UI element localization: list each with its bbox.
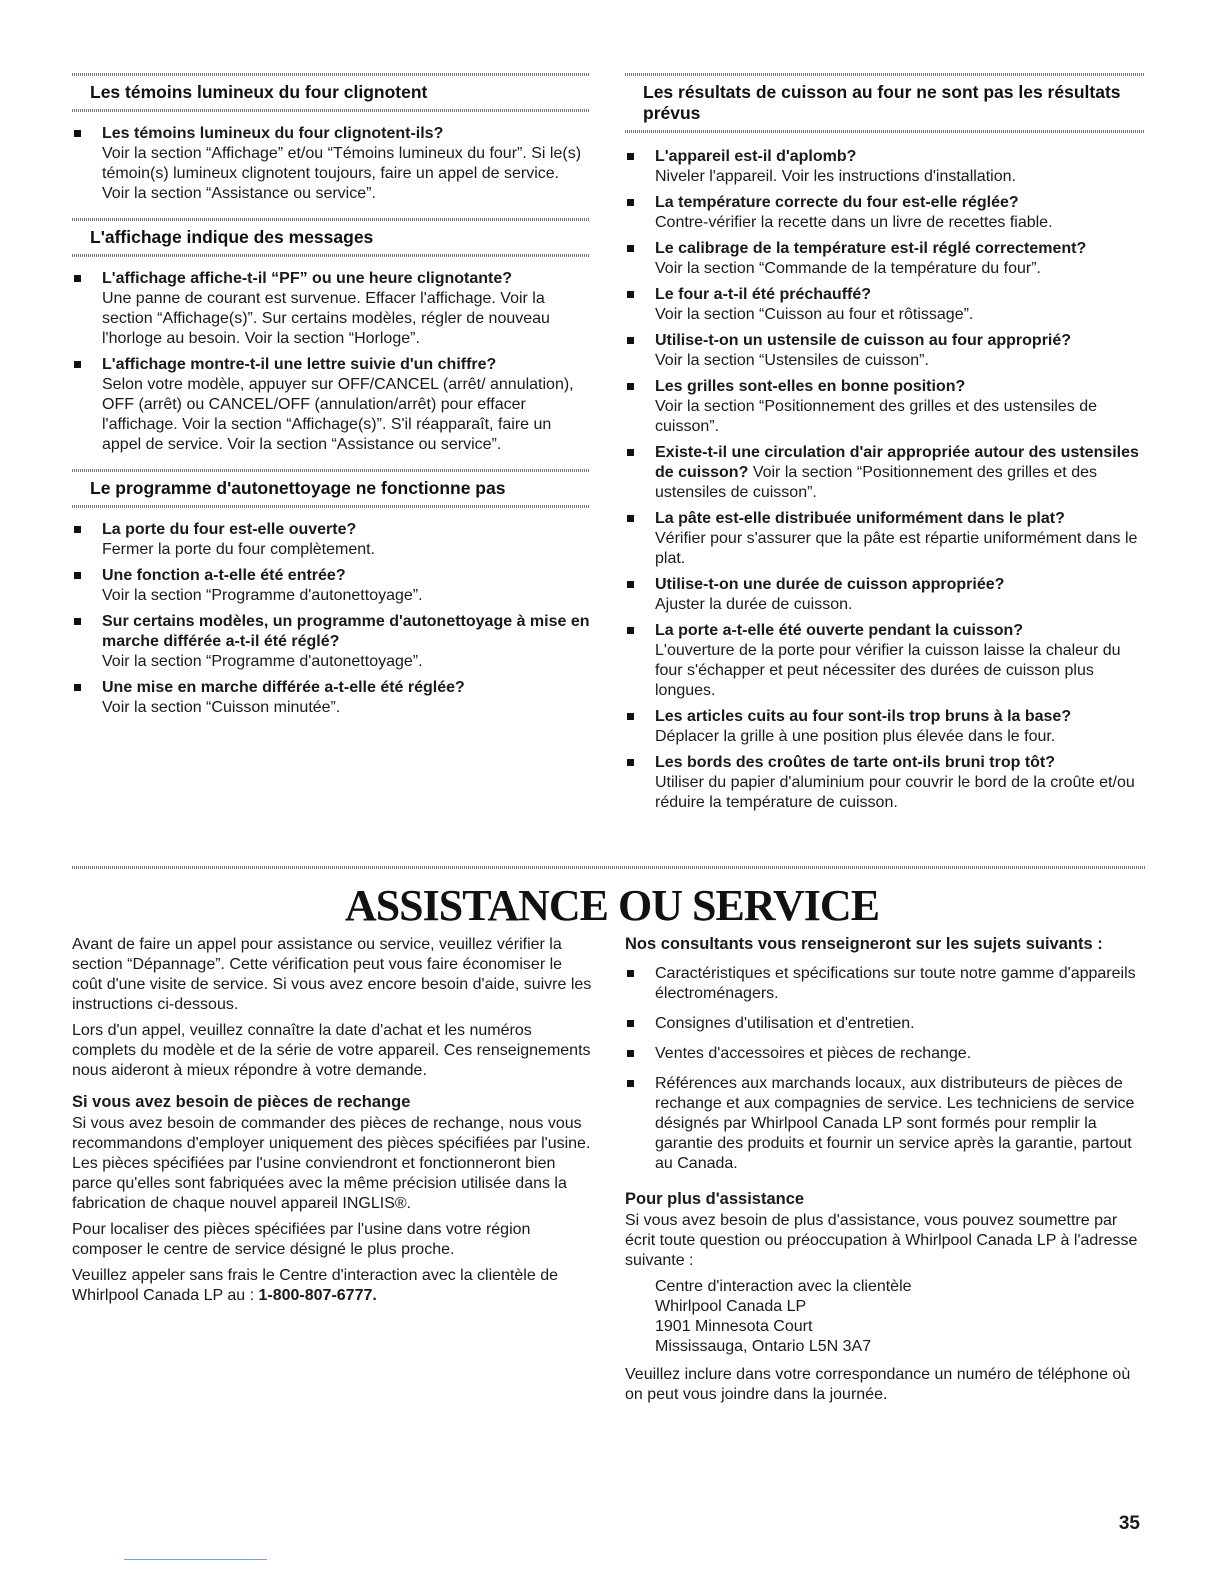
assistance-right-column (625, 935, 1145, 1411)
answer-text: Voir la section “Ustensiles de cuisson”. (655, 352, 929, 369)
phone-request-paragraph: Veuillez inclure dans votre correspondance un numéro de téléphone où on peut vous joindre dans la journée. (625, 1366, 1131, 1403)
list-item (625, 621, 1145, 701)
subheading: Si vous avez besoin de pièces de rechange (72, 1093, 411, 1111)
list-item (625, 1044, 1145, 1064)
question-text: Les bords des croûtes de tarte ont-ils bruni trop tôt? (655, 754, 1056, 771)
list-item (625, 509, 1145, 569)
question-text: L'affichage montre-t-il une lettre suivie d'un chiffre? (102, 356, 497, 373)
list-item (72, 269, 590, 349)
question-text: Les articles cuits au four sont-ils trop bruns à la base? (655, 708, 1072, 725)
right-troubleshooting-column (625, 73, 1145, 819)
page-number: 35 (1118, 1513, 1140, 1534)
question-text: La porte du four est-elle ouverte? (102, 521, 357, 538)
section-rule (625, 73, 1145, 76)
question-text: Existe-t-il une circulation d'air appropriée autour des ustensiles de cuisson? (655, 444, 1139, 481)
section-rule (72, 109, 590, 112)
answer-text: Voir la section “Cuisson minutée”. (102, 699, 341, 716)
answer-text: Vérifier pour s'assurer que la pâte est répartie uniformément dans le plat. (655, 530, 1138, 567)
question-list (72, 269, 590, 455)
address-line: Mississauga, Ontario L5N 3A7 (655, 1338, 872, 1355)
mailing-address (655, 1277, 1145, 1357)
answer-text: Fermer la porte du four complètement. (102, 541, 376, 558)
answer-text: Niveler l'appareil. Voir les instructions d'installation. (655, 168, 1016, 185)
list-item (72, 678, 590, 718)
answer-text: Une panne de courant est survenue. Effacer l'affichage. Voir la section “Affichage(s)”. Sur certains modèles, régler de nouveau l'horloge au besoin. Voir la section “Horloge”. (102, 290, 550, 347)
list-item (72, 612, 590, 672)
list-item (625, 575, 1145, 615)
list-item (625, 1074, 1145, 1174)
phone-number: 1-800-807-6777. (258, 1287, 377, 1304)
intro-paragraph: Avant de faire un appel pour assistance ou service, veuillez vérifier la section “Dépannage”. Cette vérification peut vous faire économiser le coût d'une visite de service. Si vous avez encore besoin d'aide, suivre les instructions ci-dessous. (72, 936, 592, 1013)
answer-text: Voir la section “Positionnement des grilles et des ustensiles de cuisson”. (655, 464, 1097, 501)
answer-text: Utiliser du papier d'aluminium pour couvrir le bord de la croûte et/ou réduire la température de cuisson. (655, 774, 1135, 811)
question-text: Utilise-t-on une durée de cuisson appropriée? (655, 576, 1005, 593)
question-text: Une fonction a-t-elle été entrée? (102, 567, 346, 584)
section-rule (72, 505, 590, 508)
answer-text: Contre-vérifier la recette dans un livre de recettes fiable. (655, 214, 1053, 231)
answer-text: Voir la section “Affichage” et/ou “Témoins lumineux du four”. Si le(s) témoin(s) lumineux clignotent toujours, faire un appel de service. Voir la section “Assistance ou service”. (102, 145, 582, 202)
address-line: Centre d'interaction avec la clientèle (655, 1278, 912, 1295)
list-item (625, 964, 1145, 1004)
left-troubleshooting-column (72, 73, 590, 724)
question-text: La porte a-t-elle été ouverte pendant la cuisson? (655, 622, 1024, 639)
list-item (72, 520, 590, 560)
question-text: Utilise-t-on un ustensile de cuisson au four approprié? (655, 332, 1072, 349)
parts-paragraph: Si vous avez besoin de commander des pièces de rechange, nous vous recommandons d'employer uniquement des pièces spécifiées par l'usine. Les pièces spécifiées par l'usine conviendront et fonctionneront bien parce qu'elles sont fabriquées avec la même précision utilisée dans la fabrication de chaque nouvel appareil INGLIS®. (72, 1115, 591, 1212)
list-item (72, 124, 590, 204)
answer-text: Déplacer la grille à une position plus élevée dans le four. (655, 728, 1056, 745)
answer-text: Voir la section “Programme d'autonettoyage”. (102, 653, 423, 670)
address-line: 1901 Minnesota Court (655, 1318, 813, 1335)
question-text: Une mise en marche différée a-t-elle été réglée? (102, 679, 465, 696)
list-item (625, 285, 1145, 325)
section-heading: Les résultats de cuisson au four ne sont pas les résultats prévus (643, 82, 1121, 123)
topic-text: Ventes d'accessoires et pièces de rechange. (655, 1045, 972, 1062)
assistance-left-column (72, 935, 592, 1312)
answer-text: Voir la section “Positionnement des grilles et des ustensiles de cuisson”. (655, 398, 1098, 435)
question-text: La pâte est-elle distribuée uniformément dans le plat? (655, 510, 1065, 527)
section-rule (72, 73, 590, 76)
question-text: Les grilles sont-elles en bonne position? (655, 378, 966, 395)
locate-paragraph: Pour localiser des pièces spécifiées par l'usine dans votre région composer le centre de service désigné le plus proche. (72, 1221, 531, 1258)
call-text: Veuillez appeler sans frais le Centre d'interaction avec la clientèle de Whirlpool Canada LP au : (72, 1267, 558, 1304)
section-rule (625, 130, 1145, 133)
call-info-paragraph: Lors d'un appel, veuillez connaître la date d'achat et les numéros complets du modèle et de la série de votre appareil. Ces renseignements nous aideront à mieux répondre à votre demande. (72, 1022, 591, 1079)
answer-text: Voir la section “Programme d'autonettoyage”. (102, 587, 423, 604)
list-item (625, 377, 1145, 437)
answer-text: Voir la section “Cuisson au four et rôtissage”. (655, 306, 974, 323)
section-heading: Le programme d'autonettoyage ne fonctionne pas (90, 478, 506, 498)
more-help-paragraph: Si vous avez besoin de plus d'assistance, vous pouvez soumettre par écrit toute question ou préoccupation à Whirlpool Canada LP à l'adresse suivante : (625, 1212, 1138, 1269)
list-item (625, 147, 1145, 187)
question-text: Les témoins lumineux du four clignotent-ils? (102, 125, 444, 142)
question-list (625, 147, 1145, 813)
topic-text: Caractéristiques et spécifications sur toute notre gamme d'appareils électroménagers. (655, 965, 1136, 1002)
subheading: Pour plus d'assistance (625, 1190, 805, 1208)
topics-list (625, 964, 1145, 1174)
question-text: Le calibrage de la température est-il réglé correctement? (655, 240, 1087, 257)
list-item (625, 707, 1145, 747)
question-list (72, 520, 590, 718)
topic-text: Consignes d'utilisation et d'entretien. (655, 1015, 915, 1032)
list-item (72, 355, 590, 455)
footer-line (124, 1559, 267, 1560)
section-heading: L'affichage indique des messages (90, 227, 374, 247)
page-divider (72, 866, 1145, 869)
section-heading: Les témoins lumineux du four clignotent (90, 82, 428, 102)
address-line: Whirlpool Canada LP (655, 1298, 807, 1315)
list-item (625, 239, 1145, 279)
answer-text: Selon votre modèle, appuyer sur OFF/CANCEL (arrêt/ annulation), OFF (arrêt) ou CANCEL/OFF (annulation/arrêt) pour effacer l'affichage. Voir la section “Affichage(s)”. S'il réapparaît, faire un appel de service. Voir la section “Assistance ou service”. (102, 376, 574, 453)
list-item (625, 753, 1145, 813)
call-paragraph (72, 1266, 592, 1306)
question-text: Sur certains modèles, un programme d'autonettoyage à mise en marche différée a-t-il été réglé? (102, 613, 590, 650)
section-rule (72, 254, 590, 257)
section-rule (72, 218, 590, 221)
question-text: L'appareil est-il d'aplomb? (655, 148, 857, 165)
question-text: Le four a-t-il été préchauffé? (655, 286, 872, 303)
answer-text: Ajuster la durée de cuisson. (655, 596, 853, 613)
list-item (625, 193, 1145, 233)
answer-text: Voir la section “Commande de la température du four”. (655, 260, 1041, 277)
section-rule (72, 469, 590, 472)
list-item (625, 1014, 1145, 1034)
topic-text: Références aux marchands locaux, aux distributeurs de pièces de rechange et aux compagnies de service. Les techniciens de service désignés par Whirlpool Canada LP sont formés pour remplir la garantie des produits et fournir un service après la garantie, partout au Canada. (655, 1075, 1135, 1172)
question-text: La température correcte du four est-elle réglée? (655, 194, 1019, 211)
question-text: L'affichage affiche-t-il “PF” ou une heure clignotante? (102, 270, 513, 287)
subheading: Nos consultants vous renseigneront sur les sujets suivants : (625, 935, 1103, 953)
answer-text: L'ouverture de la porte pour vérifier la cuisson laisse la chaleur du four s'échapper et peut nécessiter des durées de cuisson plus longues. (655, 642, 1121, 699)
list-item (625, 443, 1145, 503)
list-item (72, 566, 590, 606)
page-title: ASSISTANCE OU SERVICE (344, 881, 880, 930)
list-item (625, 331, 1145, 371)
question-list (72, 124, 590, 204)
